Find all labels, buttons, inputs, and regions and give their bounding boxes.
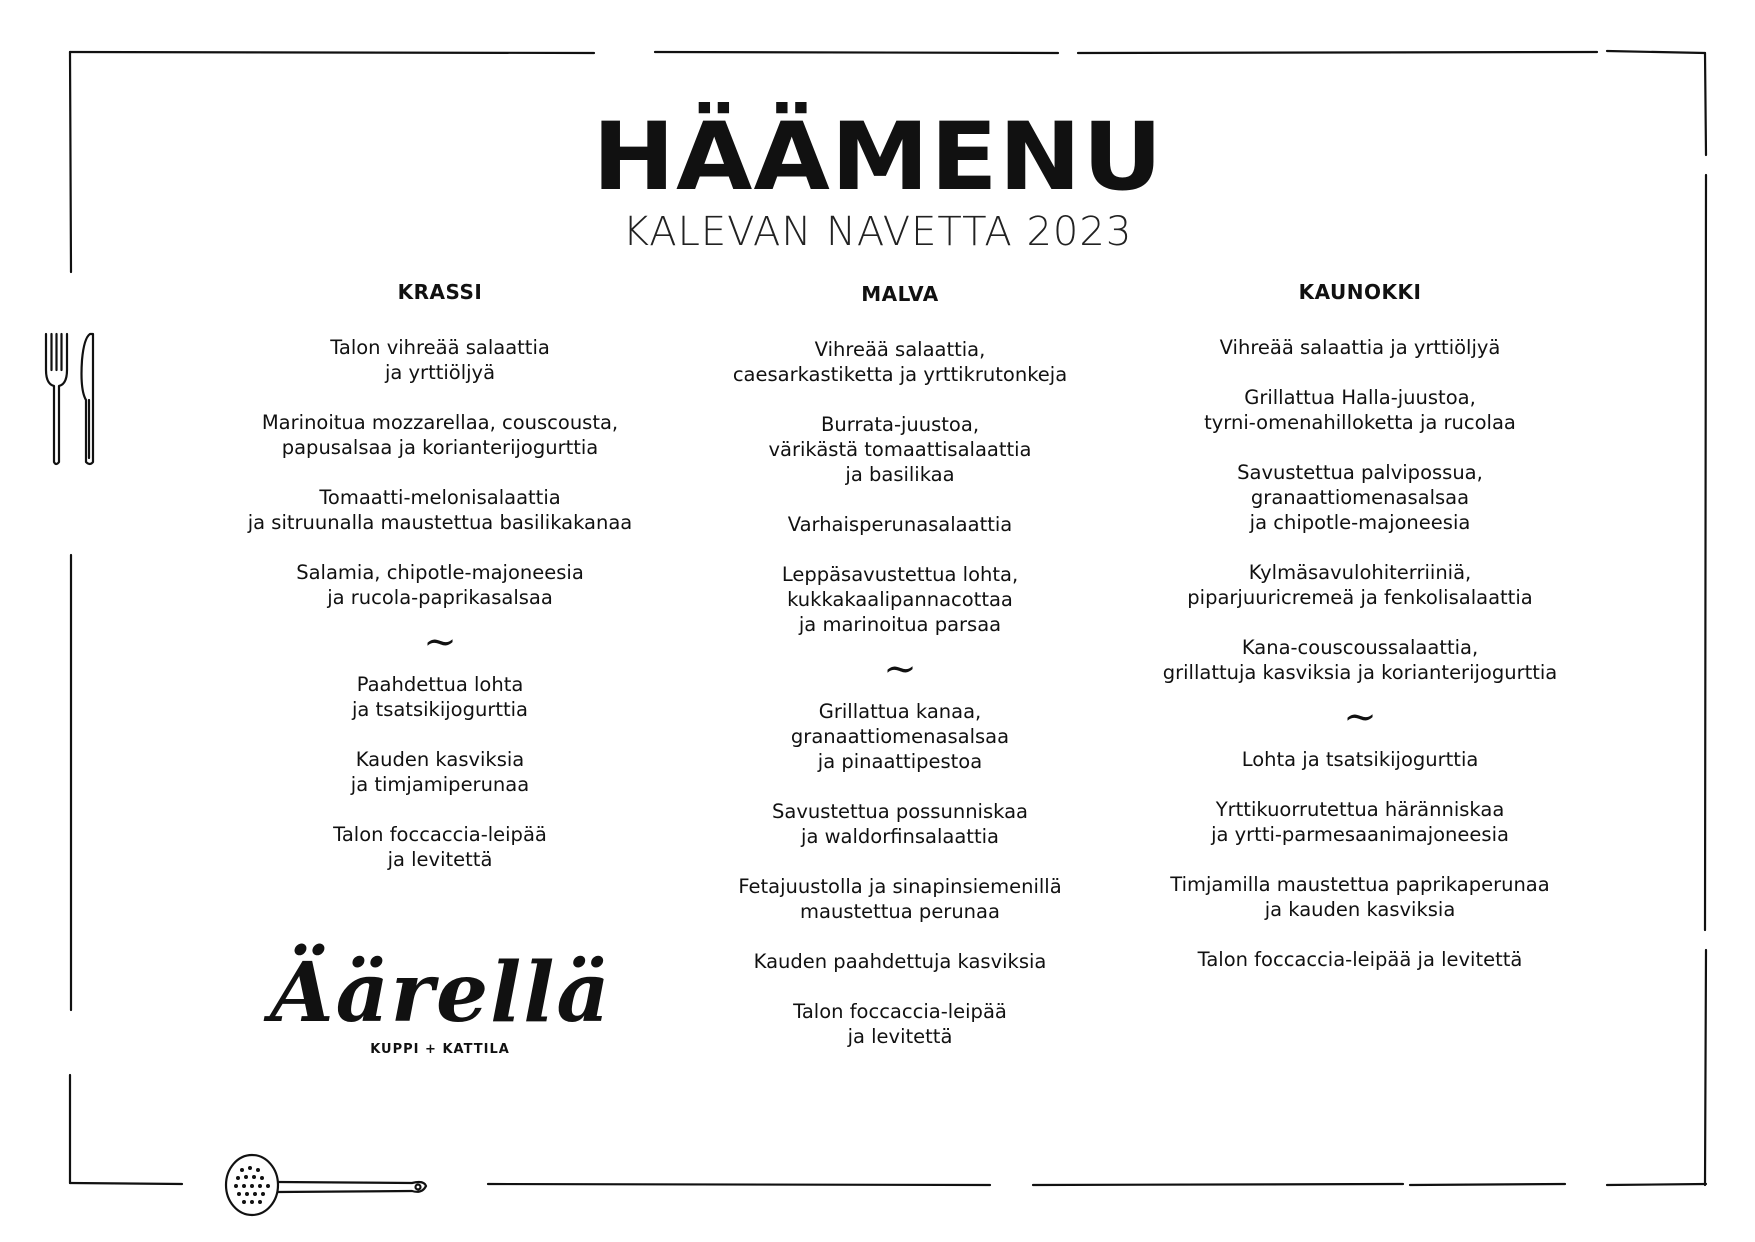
skimmer-ladle-icon bbox=[222, 1150, 432, 1220]
menu-item bbox=[220, 822, 660, 872]
logo-tagline: KUPPI + KATTILA bbox=[370, 1042, 510, 1057]
menu-item-line: maustettua perunaa bbox=[800, 900, 1000, 923]
menu-item-line: Kauden kasviksia bbox=[355, 748, 525, 771]
menu-item-line: ja sitruunalla maustettua basilikakanaa bbox=[247, 511, 633, 534]
menu-item bbox=[1110, 635, 1610, 685]
menu-title-krassi: KRASSI bbox=[397, 280, 483, 304]
menu-item-line: värikästä tomaattisalaattia bbox=[768, 438, 1032, 461]
menu-item-line: Savustettua possunniskaa bbox=[772, 800, 1028, 823]
menu-item bbox=[1110, 747, 1610, 772]
menu-item-line: piparjuuricremeä ja fenkolisalaattia bbox=[1187, 586, 1533, 609]
menu-item-line: kukkakaalipannacottaa bbox=[787, 588, 1013, 611]
menu-item-line: Burrata-juustoa, bbox=[820, 413, 980, 436]
menu-item-line: Talon foccaccia-leipää ja levitettä bbox=[1197, 948, 1523, 971]
menu-item-line: Savustettua palvipossua, bbox=[1237, 461, 1483, 484]
menu-item-line: ja timjamiperunaa bbox=[350, 773, 530, 796]
menu-item bbox=[1110, 947, 1610, 972]
menu-item bbox=[1110, 560, 1610, 610]
menu-title-malva: MALVA bbox=[861, 282, 939, 306]
menu-item-line: ja waldorfinsalaattia bbox=[801, 825, 999, 848]
menu-item bbox=[680, 799, 1120, 849]
menu-item-line: papusalsaa ja korianterijogurttia bbox=[281, 436, 599, 459]
menu-item-line: Timjamilla maustettua paprikaperunaa bbox=[1170, 873, 1550, 896]
menu-item bbox=[220, 335, 660, 385]
menu-item-line: Grillattua kanaa, bbox=[818, 700, 982, 723]
aarella-logo bbox=[270, 945, 612, 1068]
menu-item bbox=[680, 337, 1120, 387]
menu-item-line: ja yrttiöljyä bbox=[384, 361, 496, 384]
tilde-divider: ~ bbox=[883, 646, 917, 692]
menu-item-line: granaattiomenasalsaa bbox=[790, 725, 1010, 748]
menu-item-line: ja tsatsikijogurttia bbox=[351, 698, 528, 721]
menu-item-line: Talon foccaccia-leipää bbox=[793, 1000, 1007, 1023]
menu-kaunokki bbox=[1110, 280, 1610, 997]
menu-item-line: Fetajuustolla ja sinapinsiemenillä bbox=[738, 875, 1062, 898]
menu-item-line: Kylmäsavulohiterriiniä, bbox=[1248, 561, 1472, 584]
menu-item-line: ja yrtti-parmesaanimajoneesia bbox=[1211, 823, 1509, 846]
menu-item bbox=[1110, 797, 1610, 847]
menu-item-line: Yrttikuorrutettua häränniskaa bbox=[1215, 798, 1505, 821]
menu-item-line: Salamia, chipotle-majoneesia bbox=[296, 561, 584, 584]
header bbox=[0, 103, 1755, 255]
menu-item-line: ja levitettä bbox=[847, 1025, 953, 1048]
menu-item-line: Talon vihreää salaattia bbox=[330, 336, 550, 359]
menu-item-line: ja marinoitua parsaa bbox=[798, 613, 1002, 636]
menu-item-line: Kana-couscoussalaattia, bbox=[1241, 636, 1479, 659]
menu-item-line: Leppäsavustettua lohta, bbox=[781, 563, 1019, 586]
menu-item-line: ja chipotle-majoneesia bbox=[1249, 511, 1471, 534]
menu-item-line: Varhaisperunasalaattia bbox=[787, 513, 1013, 536]
menu-item-line: ja basilikaa bbox=[845, 463, 955, 486]
menu-item-line: Grillattua Halla-juustoa, bbox=[1244, 386, 1476, 409]
menu-item bbox=[680, 512, 1120, 537]
menu-item bbox=[1110, 335, 1610, 360]
menu-item bbox=[220, 672, 660, 722]
menu-item bbox=[680, 699, 1120, 774]
menu-item-line: grillattuja kasviksia ja korianterijogurttia bbox=[1162, 661, 1558, 684]
menu-item bbox=[220, 410, 660, 460]
menu-item bbox=[680, 949, 1120, 974]
menu-item-line: Vihreää salaattia, bbox=[814, 338, 986, 361]
menu-item bbox=[680, 562, 1120, 637]
menu-item bbox=[220, 747, 660, 797]
logo-wordmark: Äärellä bbox=[270, 945, 612, 1041]
tilde-divider: ~ bbox=[423, 619, 457, 665]
page-title: HÄÄMENU bbox=[591, 103, 1164, 212]
menu-item-line: Vihreää salaattia ja yrttiöljyä bbox=[1219, 336, 1501, 359]
menu-item-line: Lohta ja tsatsikijogurttia bbox=[1241, 748, 1479, 771]
menu-title-kaunokki: KAUNOKKI bbox=[1298, 280, 1422, 304]
tilde-divider: ~ bbox=[1343, 694, 1377, 740]
menu-item bbox=[680, 412, 1120, 487]
menu-item bbox=[220, 485, 660, 535]
menu-item-line: Talon foccaccia-leipää bbox=[333, 823, 547, 846]
menu-item bbox=[1110, 460, 1610, 535]
menu-krassi bbox=[220, 280, 660, 897]
menu-item bbox=[1110, 385, 1610, 435]
menu-item-line: ja pinaattipestoa bbox=[817, 750, 983, 773]
menu-item-line: ja rucola-paprikasalsaa bbox=[327, 586, 553, 609]
menu-item-line: Marinoitua mozzarellaa, couscousta, bbox=[261, 411, 619, 434]
menu-item bbox=[220, 560, 660, 610]
menu-item-line: caesarkastiketta ja yrttikrutonkeja bbox=[732, 363, 1068, 386]
menu-item-line: ja levitettä bbox=[387, 848, 493, 871]
fork-and-knife-icon bbox=[40, 330, 100, 468]
menu-item bbox=[680, 999, 1120, 1049]
menu-malva bbox=[680, 282, 1120, 1074]
menu-item-line: Paahdettua lohta bbox=[356, 673, 524, 696]
menu-item bbox=[1110, 872, 1610, 922]
menu-item-line: tyrni-omenahilloketta ja rucolaa bbox=[1204, 411, 1516, 434]
page-subtitle: KALEVAN NAVETTA 2023 bbox=[622, 209, 1133, 255]
menu-item-line: granaattiomenasalsaa bbox=[1250, 486, 1470, 509]
menu-item-line: ja kauden kasviksia bbox=[1264, 898, 1456, 921]
menu-item-line: Kauden paahdettuja kasviksia bbox=[753, 950, 1047, 973]
menu-item-line: Tomaatti-melonisalaattia bbox=[319, 486, 561, 509]
menu-item bbox=[680, 874, 1120, 924]
